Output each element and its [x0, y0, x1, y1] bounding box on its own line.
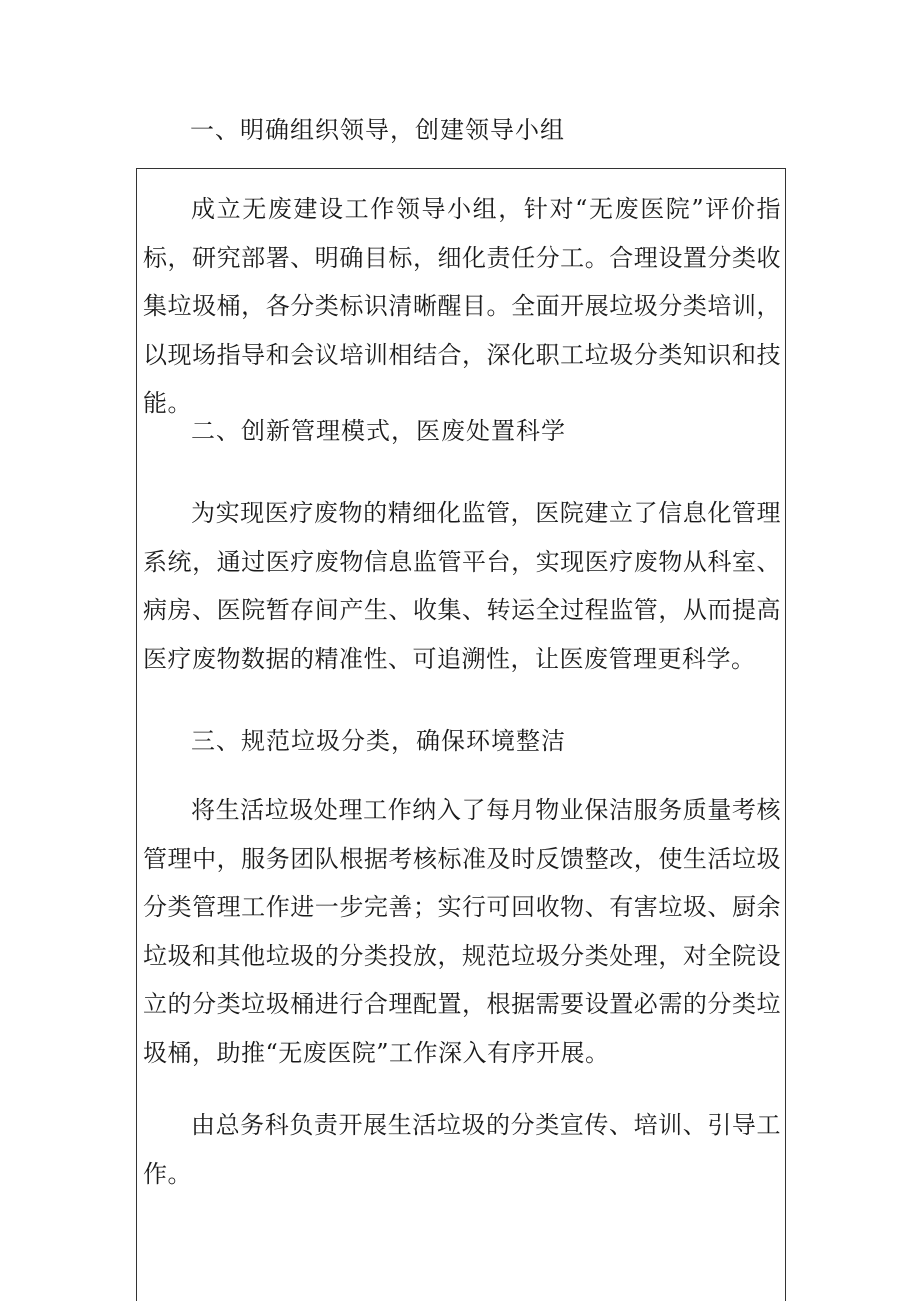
paragraph-sorting: 将生活垃圾处理工作纳入了每月物业保洁服务质量考核管理中，服务团队根据考核标准及时反馈整改，使生活垃圾分类管理工作进一步完善；实行可回收物、有害垃圾、厨余垃圾和其他垃圾的分类投放，规范垃圾分类处理，对全院设立的分类垃圾桶进行合理配置，根据需要设置必需的分类垃圾桶，助推“无废医院”工作深入有序开展。: [143, 796, 781, 1067]
paragraph-publicity: 由总务科负责开展生活垃圾的分类宣传、培训、引导工作。: [143, 1111, 781, 1188]
section-heading-organization: 一、明确组织领导，创建领导小组: [190, 116, 565, 144]
section-heading-sorting: 三、规范垃圾分类，确保环境整洁: [191, 727, 566, 755]
paragraph-organization: 成立无废建设工作领导小组，针对“无废医院”评价指标，研究部署、明确目标，细化责任分工。合理设置分类收集垃圾桶，各分类标识清晰醒目。全面开展垃圾分类培训，以现场指导和会议培训相结合，深化职工垃圾分类知识和技能。: [143, 195, 781, 417]
content-box: [136, 168, 786, 1301]
section-heading-management: 二、创新管理模式，医废处置科学: [191, 417, 566, 445]
paragraph-management: 为实现医疗废物的精细化监管，医院建立了信息化管理系统，通过医疗废物信息监管平台，实现医疗废物从科室、病房、医院暂存间产生、收集、转运全过程监管，从而提高医疗废物数据的精准性、可追溯性，让医废管理更科学。: [143, 499, 781, 673]
